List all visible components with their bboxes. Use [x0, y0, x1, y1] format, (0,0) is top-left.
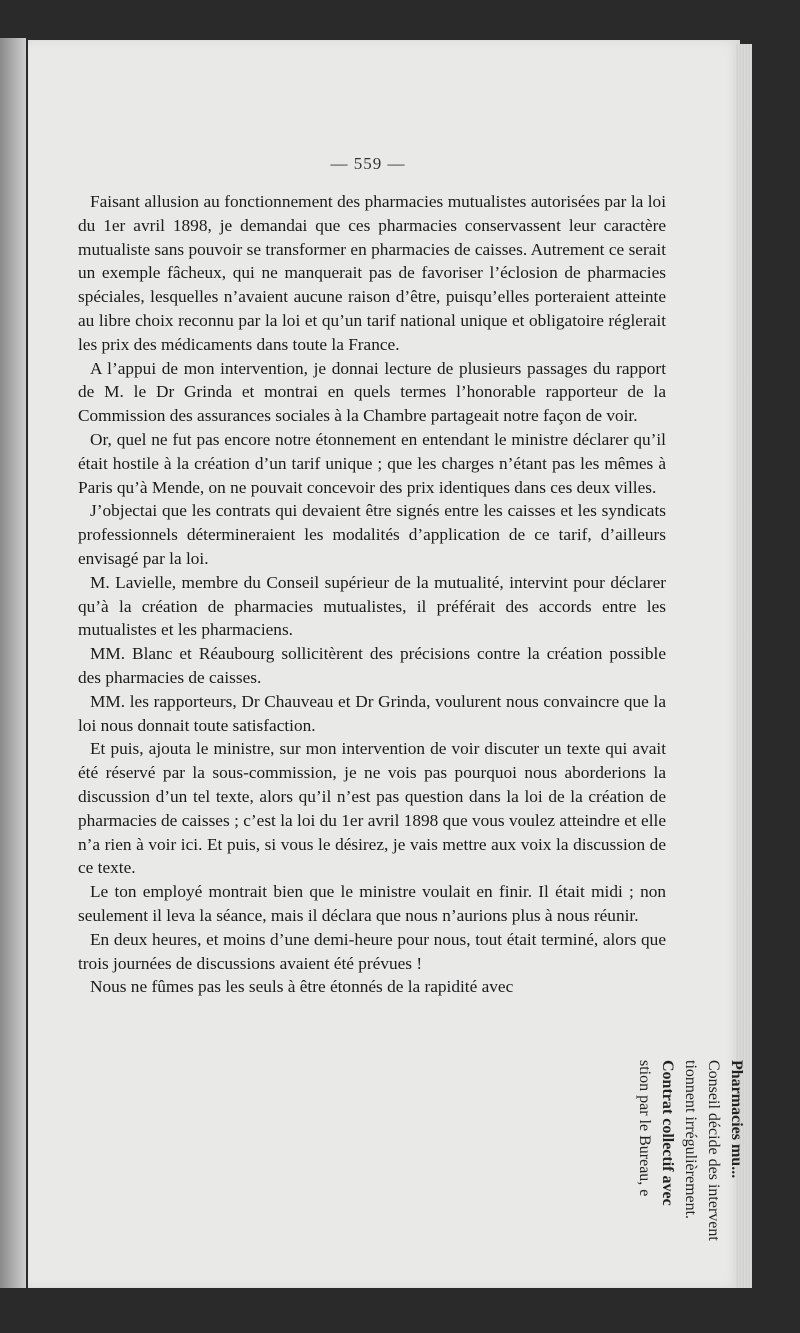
margin-note: tionnent irrégulièrement.	[682, 1060, 699, 1220]
paragraph: Faisant allusion au fonctionnement des pharmacies mutualistes autorisées par la loi du 1er avril 1898, je demandai que ces pharmacies conservassent leur caractère mutualiste sans pouvoir se transformer en pharmacies de caisses. Autrement ce serait un exemple fâcheux, qui ne manquerait pas de favoriser l’éclosion de pharmacies spéciales, lesquelles n’avaient aucune raison d’être, puisqu’elles porteraient atteinte au libre choix reconnu par la loi et qu’un tarif national unique et obligatoire réglerait les prix des médicaments dans toute la France.	[78, 192, 666, 354]
paragraph: Le ton employé montrait bien que le ministre voulait en finir. Il était midi ; non seulement il leva la séance, mais il déclara que nous n’aurions plus à nous réunir.	[78, 882, 666, 925]
margin-note: Contrat collectif avec	[659, 1060, 676, 1206]
adjacent-page-edge	[0, 38, 26, 1288]
margin-note: Pharmacies mu...	[728, 1060, 745, 1179]
page-number: — 559 —	[330, 154, 406, 173]
paragraph: Or, quel ne fut pas encore notre étonnement en entendant le ministre déclarer qu’il était hostile à la création d’un tarif unique ; que les charges n’étant pas les mêmes à Paris qu’à Mende, on ne pouvait concevoir des prix identiques dans ces deux villes.	[78, 429, 666, 497]
margin-notes-rotated	[633, 1060, 748, 1241]
paragraph: En deux heures, et moins d’une demi-heure pour nous, tout était terminé, alors que trois journées de discussions avaient été prévues !	[78, 929, 666, 973]
paragraph: J’objectai que les contrats qui devaient être signés entre les caisses et les syndicats professionnels détermineraient les modalités d’application de ce tarif, d’ailleurs envisagé par la loi.	[78, 501, 666, 568]
paragraph: MM. les rapporteurs, Dr Chauveau et Dr Grinda, voulurent nous convaincre que la loi nous donnait toute satisfaction.	[78, 691, 666, 735]
body-text	[78, 190, 666, 999]
paragraph: A l’appui de mon intervention, je donnai lecture de plusieurs passages du rapport de M. le Dr Grinda et montrai en quels termes l’honorable rapporteur de la Commission des assurances sociales à la Chambre partageait notre façon de voir.	[78, 358, 666, 426]
paragraph: Nous ne fûmes pas les seuls à être étonnés de la rapidité avec	[90, 977, 514, 997]
paragraph: M. Lavielle, membre du Conseil supérieur de la mutualité, intervint pour déclarer qu’à la création de pharmacies mutualistes, il préférait des accords entre les mutualistes et les pharmaciens.	[78, 572, 666, 640]
paragraph: MM. Blanc et Réaubourg sollicitèrent des précisions contre la création possible des pharmacies de caisses.	[78, 644, 666, 687]
margin-notes	[628, 1020, 800, 1290]
margin-note: Conseil décide des intervent	[705, 1060, 722, 1241]
paragraph: Et puis, ajouta le ministre, sur mon intervention de voir discuter un texte qui avait été réservé par la sous-commission, je ne vois pas pourquoi nous aborderions la discussion d’un tel texte, alors qu’il n’est pas question dans la loi de la création de pharmacies de caisses ; c’est la loi du 1er avril 1898 que vous voulez atteindre et elle n’a rien à voir ici. Et puis, si vous le désirez, je vais mettre aux voix la discussion de ce texte.	[78, 739, 666, 878]
margin-note: stion par le Bureau, e	[636, 1060, 653, 1197]
